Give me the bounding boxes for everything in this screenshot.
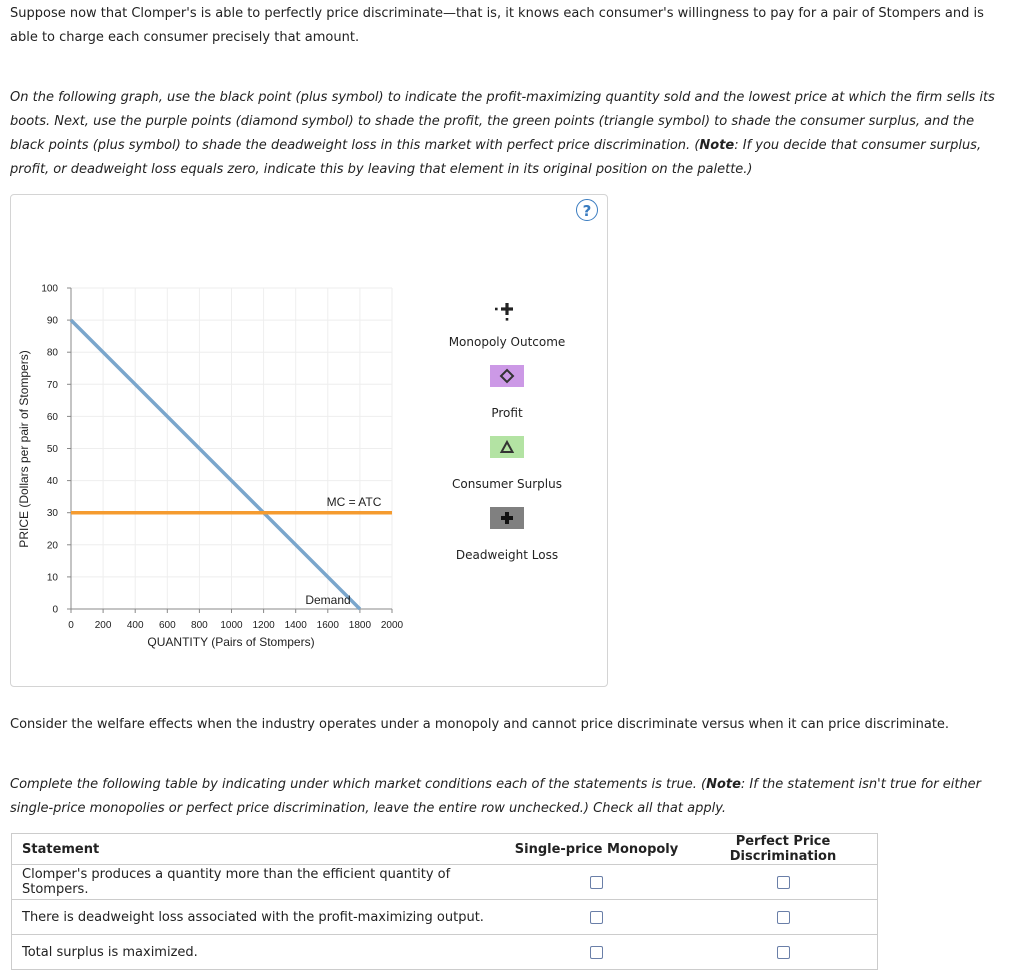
welfare-text: Consider the welfare effects when the industry operates under a monopoly and cannot price discriminate versus when it can price discriminate. xyxy=(10,717,950,732)
statements-table xyxy=(11,833,878,970)
table-instructions-part2: : If the statement isn't true for either single-price monopolies or perfect price discrimination, leave the entire row unchecked.) Check all that apply. xyxy=(10,777,982,816)
x-tick-label: 1800 xyxy=(348,620,372,631)
monopoly-outcome-label: Monopoly Outcome xyxy=(448,335,566,349)
perfect-price-checkbox[interactable] xyxy=(777,876,790,889)
demand-curve xyxy=(71,320,360,609)
profit-label: Profit xyxy=(491,406,523,420)
instructions-part1: On the following graph, use the black point (plus symbol) to indicate the profit-maximizing quantity sold and the lowest price at which the firm sells its boots. Next, use the purple points (diamond symbol) to shade the profit, the green points (triangle symbol) to shade the consumer surplus, and the black points (plus symbol) to shade the deadweight loss in this market with perfect price discrimination. ( xyxy=(10,90,995,153)
x-tick-label: 400 xyxy=(126,620,144,631)
instructions-part2: : If you decide that consumer surplus, profit, or deadweight loss equals zero, indicate this by leaving that element in its original position on the palette.) xyxy=(10,138,982,177)
x-tick-label: 800 xyxy=(191,620,208,631)
plus-icon xyxy=(490,507,524,529)
perfect-price-header: Perfect Price Discrimination xyxy=(689,834,878,865)
triangle-icon xyxy=(490,436,524,458)
single-price-checkbox[interactable] xyxy=(590,876,603,889)
y-tick-label: 80 xyxy=(46,347,58,359)
deadweight-loss-tool[interactable] xyxy=(490,507,524,529)
profit-tool[interactable] xyxy=(490,365,524,387)
table-row xyxy=(12,865,878,900)
statement-cell: Clomper's produces a quantity more than the efficient quantity of Stompers. xyxy=(12,865,505,900)
palette-profit xyxy=(446,365,568,420)
single-price-checkbox[interactable] xyxy=(590,911,603,924)
y-tick-label: 100 xyxy=(41,283,58,295)
palette-monopoly-outcome xyxy=(446,298,568,349)
statement-cell: There is deadweight loss associated with the profit-maximizing output. xyxy=(12,900,505,935)
table-row xyxy=(12,935,878,970)
deadweight-loss-label: Deadweight Loss xyxy=(455,548,559,562)
grid xyxy=(71,288,392,609)
table-instructions xyxy=(10,773,1000,821)
y-tick-label: 20 xyxy=(46,540,58,552)
single-price-header: Single-price Monopoly xyxy=(504,834,689,865)
perfect-price-checkbox[interactable] xyxy=(777,946,790,959)
statement-header: Statement xyxy=(12,834,505,865)
demand-label: Demand xyxy=(305,593,351,607)
y-tick-label: 10 xyxy=(46,572,58,584)
ticks xyxy=(41,284,403,632)
x-axis-label: QUANTITY (Pairs of Stompers) xyxy=(147,635,315,649)
x-tick-label: 1400 xyxy=(284,620,307,631)
perfect-price-checkbox[interactable] xyxy=(777,911,790,924)
single-price-checkbox[interactable] xyxy=(590,946,603,959)
x-tick-label: 1600 xyxy=(316,620,339,631)
statement-cell: Total surplus is maximized. xyxy=(12,935,505,970)
x-tick-label: 600 xyxy=(158,620,176,631)
table-header-row xyxy=(12,834,878,865)
palette-consumer-surplus xyxy=(446,436,568,491)
table-instructions-note-label: Note xyxy=(706,777,741,792)
y-tick-label: 30 xyxy=(46,508,58,520)
y-axis-label: PRICE (Dollars per pair of Stompers) xyxy=(17,350,31,548)
intro-text: Suppose now that Clomper's is able to perfectly price discriminate—that is, it knows each consumer's willingness to pay for a pair of Stompers and is able to charge each consumer precisely that amount. xyxy=(10,6,984,45)
table-instructions-part1: Complete the following table by indicating under which market conditions each of the statements is true. ( xyxy=(10,777,707,792)
instructions-note-label: Note xyxy=(699,138,735,153)
y-tick-label: 40 xyxy=(46,476,58,488)
y-tick-label: 70 xyxy=(46,379,58,391)
table-row xyxy=(12,900,878,935)
y-tick-label: 60 xyxy=(46,411,58,423)
x-tick-label: 200 xyxy=(94,620,112,631)
consumer-surplus-tool[interactable] xyxy=(490,436,524,458)
palette-deadweight-loss xyxy=(446,507,568,562)
consumer-surplus-label: Consumer Surplus xyxy=(452,477,562,491)
x-tick-label: 1200 xyxy=(252,620,275,631)
diamond-icon xyxy=(490,365,524,387)
mc-atc-label: MC = ATC xyxy=(326,495,382,509)
x-tick-label: 2000 xyxy=(380,620,404,631)
help-button[interactable]: ? xyxy=(576,199,598,221)
x-tick-label: 0 xyxy=(68,620,74,631)
x-tick-label: 1000 xyxy=(220,620,243,631)
y-tick-label: 50 xyxy=(46,444,58,455)
y-tick-label: 90 xyxy=(46,315,58,327)
y-tick-label: 0 xyxy=(52,604,58,616)
